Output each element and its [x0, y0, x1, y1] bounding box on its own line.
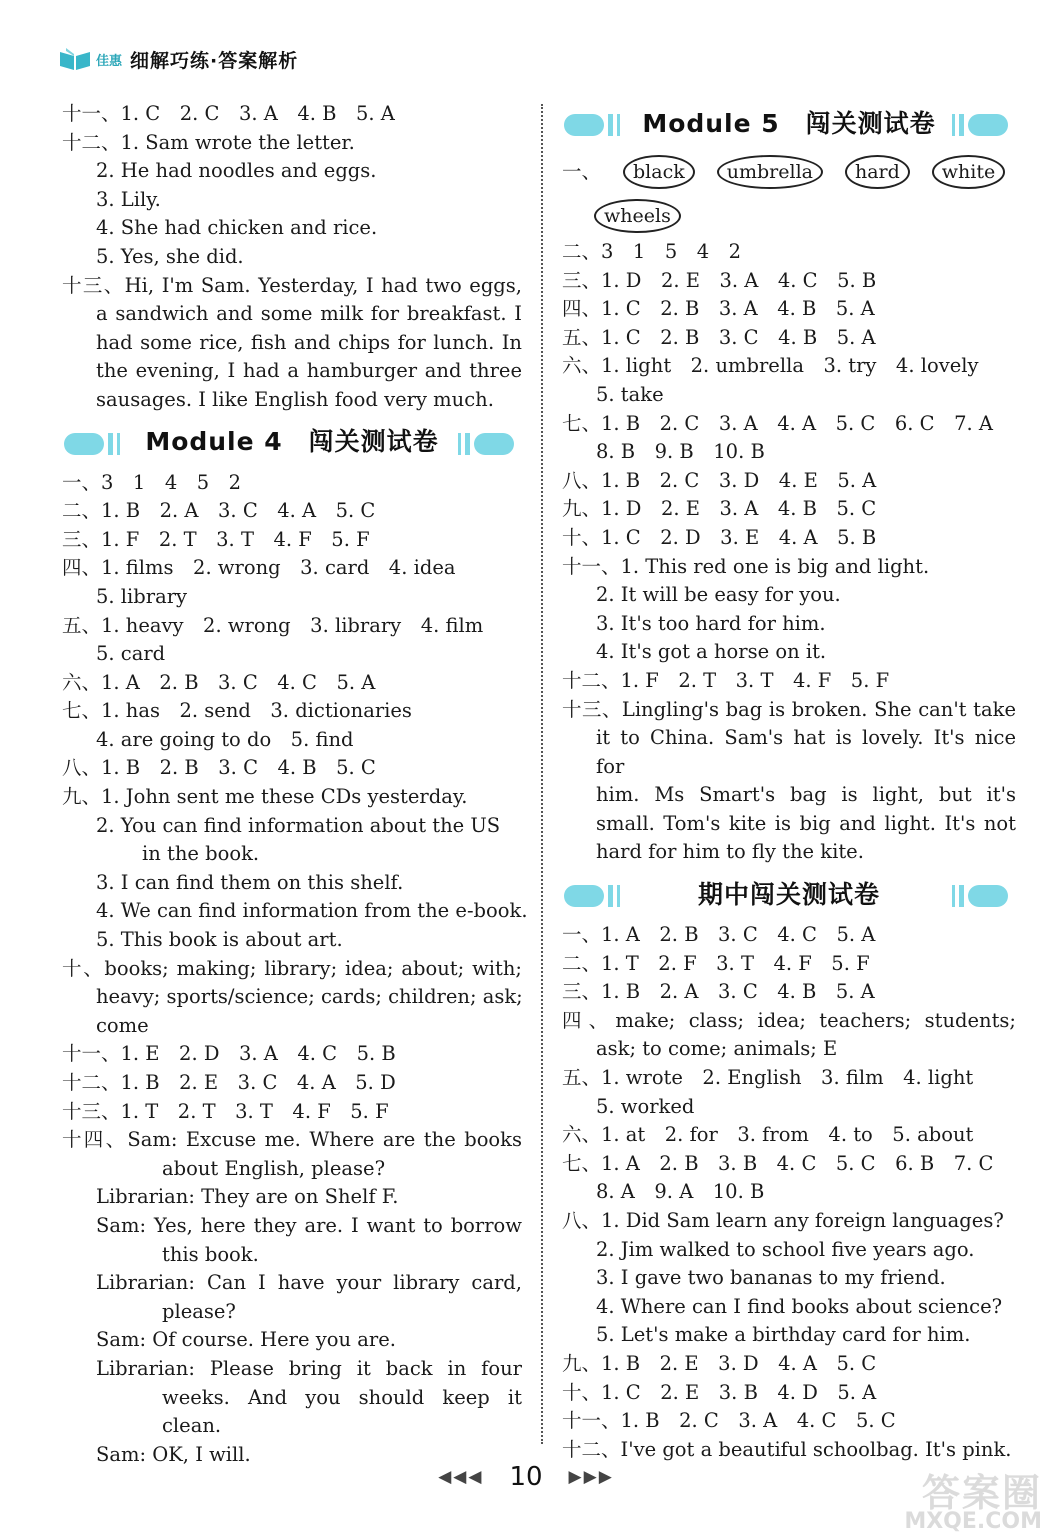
answer-line: 5. worked	[596, 1094, 695, 1118]
answer-line: 五、1. wrote 2. English 3. film 4. light	[562, 1066, 974, 1090]
answer-line: 5. take	[596, 382, 664, 406]
answer-line: 4. She had chicken and rice.	[96, 216, 378, 240]
answer-line: Sam: OK, I will.	[96, 1442, 251, 1466]
answer-line: him. Ms Smart's bag is light, but it's	[596, 783, 1016, 807]
answer-line: 六、1. at 2. for 3. from 4. to 5. about	[562, 1123, 974, 1147]
circled-word: wheels	[594, 199, 681, 233]
circled-words-row	[562, 150, 1016, 194]
answer-line: 2. Jim walked to school five years ago.	[596, 1237, 975, 1261]
left-answers-module4	[62, 469, 528, 1470]
answer-line: 2. It will be easy for you.	[596, 583, 841, 607]
answer-line: 2. He had noodles and eggs.	[96, 159, 377, 183]
header-title: 细解巧练·答案解析	[130, 49, 299, 72]
watermark-text: 答案圈	[921, 1471, 1042, 1515]
answer-line: Sam: Of course. Here you are.	[96, 1328, 396, 1352]
answer-line: ask; to come; animals; E	[596, 1037, 838, 1061]
answer-line: about English, please?	[162, 1156, 386, 1180]
answer-line: weeks. And you should keep it	[162, 1385, 522, 1409]
answer-line: Librarian: They are on Shelf F.	[96, 1185, 399, 1209]
answer-line: 七、1. B 2. C 3. A 4. A 5. C 6. C 7. A	[562, 411, 993, 435]
answer-line: 七、1. has 2. send 3. dictionaries	[62, 699, 412, 723]
answer-line: it to China. Sam's hat is lovely. It's nice for	[596, 726, 1016, 778]
answer-line: this book.	[162, 1242, 259, 1266]
answer-line: 三、1. B 2. A 3. C 4. B 5. A	[562, 980, 875, 1004]
answer-line: 十二、I've got a beautiful schoolbag. It's pink.	[562, 1437, 1012, 1461]
answer-line: 十一、1. B 2. C 3. A 4. C 5. C	[562, 1409, 896, 1433]
right-answers-midterm	[562, 921, 1016, 1464]
page-header	[58, 44, 298, 74]
answer-line: 六、1. light 2. umbrella 3. try 4. lovely	[562, 354, 979, 378]
answer-line: 四、1. C 2. B 3. A 4. B 5. A	[562, 297, 875, 321]
answer-line: 一、1. A 2. B 3. C 4. C 5. A	[562, 923, 876, 947]
book-logo-icon	[58, 46, 92, 72]
watermark-logo	[892, 1462, 1042, 1532]
banner-right-decoration-icon	[948, 883, 1008, 918]
answer-line: 六、1. A 2. B 3. C 4. C 5. A	[62, 670, 376, 694]
answer-line: 七、1. A 2. B 3. B 4. C 5. C 6. B 7. C	[562, 1151, 994, 1175]
banner-left-decoration-icon	[564, 883, 624, 918]
answer-line: had some rice, fish and chips for lunch. In	[96, 330, 522, 354]
answer-line: 二、1. T 2. F 3. T 4. F 5. F	[562, 951, 870, 975]
answer-line: 九、1. D 2. E 3. A 4. B 5. C	[562, 497, 877, 521]
answer-line: 十二、1. Sam wrote the letter.	[62, 130, 355, 154]
answer-line: Librarian: Please bring it back in four	[96, 1356, 522, 1380]
answer-line: 2. You can find information about the US	[96, 813, 501, 837]
midterm-banner	[562, 871, 1016, 919]
answer-line: 五、1. heavy 2. wrong 3. library 4. film	[62, 613, 484, 637]
answer-line: 十二、1. B 2. E 3. C 4. A 5. D	[62, 1071, 396, 1094]
answer-line: Librarian: Can I have your library card,	[96, 1271, 522, 1295]
answer-line: 十一、1. E 2. D 3. A 4. C 5. B	[62, 1042, 396, 1066]
circled-word: white	[932, 155, 1005, 189]
answer-line: 三、1. F 2. T 3. T 4. F 5. F	[62, 527, 370, 551]
next-arrows-icon: ▶▶▶	[568, 1467, 614, 1487]
watermark-url: MXQE.COM	[904, 1509, 1042, 1534]
answer-line: 五、1. C 2. B 3. C 4. B 5. A	[562, 325, 876, 349]
answer-line: 二、3 1 5 4 2	[562, 240, 742, 263]
answer-line: 十三、Hi, I'm Sam. Yesterday, I had two eggs,	[62, 273, 522, 297]
answer-line: 八、1. Did Sam learn any foreign languages?	[562, 1209, 1004, 1232]
answer-line: 四、make; class; idea; teachers; students;	[562, 1008, 1016, 1032]
module5-title: Module 5 闯关测试卷	[642, 108, 936, 138]
answer-line: 十、books; making; library; idea; about; with;	[62, 956, 522, 980]
brand-name: 佳惠	[96, 53, 123, 69]
answer-line: 十一、1. C 2. C 3. A 4. B 5. A	[62, 102, 395, 125]
answer-line: 4. It's got a horse on it.	[596, 640, 827, 664]
answer-line: 3. I gave two bananas to my friend.	[596, 1266, 946, 1290]
answer-line: 三、1. D 2. E 3. A 4. C 5. B	[562, 268, 877, 292]
answer-line: 九、1. B 2. E 3. D 4. A 5. C	[562, 1351, 877, 1375]
answer-line: the evening, I had a hamburger and three	[96, 359, 522, 383]
answer-line: sausages. I like English food very much.	[96, 387, 494, 411]
answer-line: 3. I can find them on this shelf.	[96, 870, 404, 894]
right-column	[562, 104, 1016, 1464]
answer-line: 4. Where can I find books about science?	[596, 1294, 1003, 1318]
answer-line: 十、1. C 2. D 3. E 4. A 5. B	[562, 525, 877, 549]
answer-line: 5. Yes, she did.	[96, 244, 244, 268]
answer-line: Sam: Yes, here they are. I want to borrow	[96, 1213, 522, 1237]
answer-line: come	[96, 1013, 149, 1037]
answer-line: 八、1. B 2. C 3. D 4. E 5. A	[562, 468, 877, 492]
banner-left-decoration-icon	[564, 112, 624, 147]
circled-words-row	[562, 194, 1016, 238]
left-column	[62, 100, 528, 1469]
left-answers-top	[62, 100, 522, 415]
module4-title: Module 4 闯关测试卷	[145, 427, 439, 457]
answer-line: 一、3 1 4 5 2	[62, 470, 242, 494]
answer-line: 四、1. films 2. wrong 3. card 4. idea	[62, 556, 456, 580]
midterm-title: 期中闯关测试卷	[697, 879, 880, 909]
module5-banner	[562, 100, 1016, 148]
circled-word: black	[623, 155, 695, 189]
section-number: 一、	[562, 159, 602, 183]
column-divider	[541, 104, 543, 1444]
answer-line: hard for him to fly the kite.	[596, 840, 864, 864]
circled-word: hard	[845, 155, 910, 189]
answer-line: 5. library	[96, 584, 188, 608]
answer-line: 十三、1. T 2. T 3. T 4. F 5. F	[62, 1099, 389, 1123]
answer-line: 3. It's too hard for him.	[596, 611, 826, 635]
answer-line: 4. We can find information from the e-book.	[96, 899, 528, 923]
answer-line: 八、1. B 2. B 3. C 4. B 5. C	[62, 756, 376, 780]
answer-line: 九、1. John sent me these CDs yesterday.	[62, 785, 468, 809]
right-answers-module5	[562, 238, 1016, 867]
answer-line: 5. This book is about art.	[96, 928, 343, 952]
answer-line: clean.	[162, 1414, 222, 1438]
answer-line: 8. B 9. B 10. B	[596, 440, 765, 464]
answer-line: 5. Let's make a birthday card for him.	[596, 1323, 971, 1347]
answer-line: heavy; sports/science; cards; children; ask;	[96, 985, 523, 1009]
page-number: 10	[509, 1462, 543, 1492]
prev-arrows-icon: ◀◀◀	[438, 1467, 484, 1487]
banner-right-decoration-icon	[454, 431, 514, 466]
answer-line: please?	[162, 1299, 236, 1323]
answer-line: 8. A 9. A 10. B	[596, 1180, 765, 1204]
answer-line: small. Tom's kite is big and light. It's not	[596, 811, 1016, 835]
answer-line: in the book.	[142, 842, 260, 866]
answer-line: 3. Lily.	[96, 187, 161, 211]
banner-left-decoration-icon	[64, 431, 124, 466]
circled-word: umbrella	[717, 155, 823, 189]
answer-line: 十一、1. This red one is big and light.	[562, 554, 930, 578]
answer-line: 4. are going to do 5. find	[96, 727, 354, 751]
answer-line: 十二、1. F 2. T 3. T 4. F 5. F	[562, 668, 890, 692]
answer-line: 5. card	[96, 642, 166, 666]
answer-line: 二、1. B 2. A 3. C 4. A 5. C	[62, 499, 376, 523]
answer-line: 十、1. C 2. E 3. B 4. D 5. A	[562, 1380, 877, 1404]
banner-right-decoration-icon	[948, 112, 1008, 147]
answer-line: 十四、Sam: Excuse me. Where are the books	[62, 1128, 522, 1152]
module4-banner	[62, 419, 522, 467]
answer-line: 十三、Lingling's bag is broken. She can't take	[562, 697, 1016, 721]
answer-line: a sandwich and some milk for breakfast. I	[96, 302, 522, 326]
